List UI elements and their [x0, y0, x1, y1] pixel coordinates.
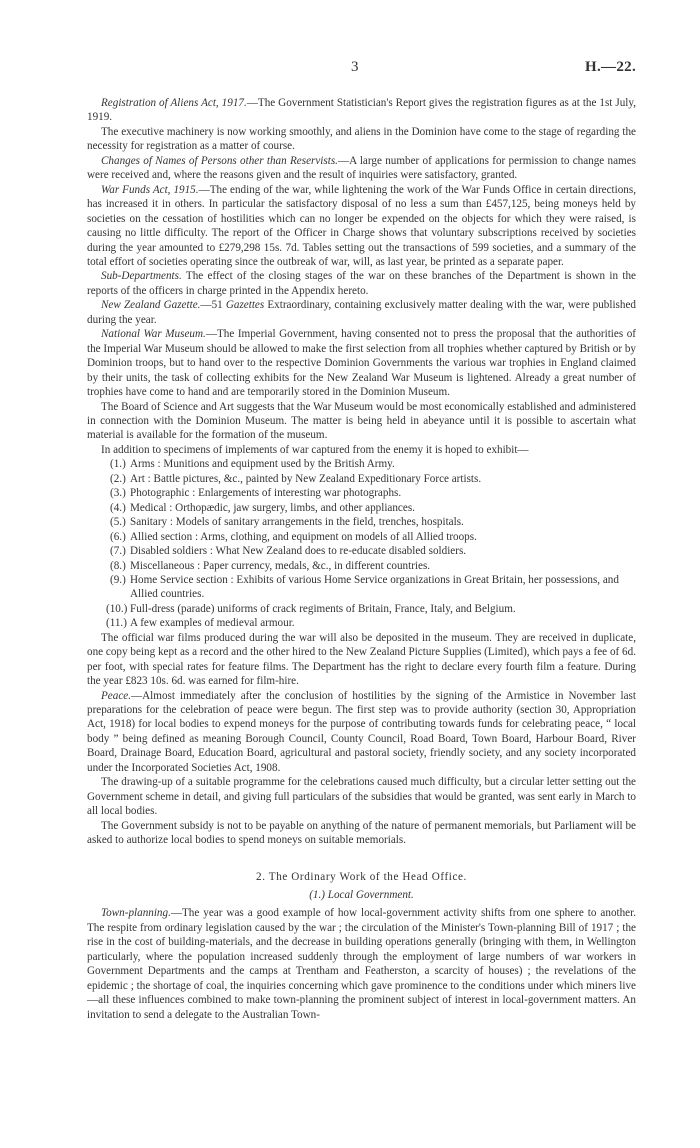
run-in-heading: National War Museum.	[101, 328, 206, 341]
list-number: (11.)	[106, 617, 127, 630]
paragraph-war-films	[87, 631, 636, 689]
list-item-text: Photographic : Enlargements of interesting war photographs.	[130, 487, 402, 500]
paragraph-board-of-science	[87, 400, 636, 443]
paragraph-text: —The year was a good example of how local-government activity shifts from one sphere to another. The respite from ordinary legislation caused by the war ; the circulation of the Minister's Town-planning Bill of 1917 ; the rise in the cost of building-materials, and the decrease in building operations generally (bringing with them, in Wellington particularly, where the population increased suddenly through the employment of large numbers of war workers in Government Departments and the camps at Trentham and Featherston, a scarcity of houses) ; the revelations of the epidemic ; the shortage of coal, the inquiries concerning which gave prominence to the conditions under which miners live—all these influences combined to make town-planning the prominent subject of interest in local-government matters. An invitation to send a delegate to the Australian Town-	[87, 907, 636, 1021]
list-item-text: Art : Battle pictures, &c., painted by New Zealand Expeditionary Force artists.	[130, 472, 482, 485]
paragraph-gazette	[87, 298, 636, 327]
document-body	[87, 96, 636, 1022]
paragraph-change-of-names	[87, 154, 636, 183]
list-item	[87, 616, 636, 630]
paragraph-war-funds	[87, 183, 636, 270]
list-item-text: Disabled soldiers : What New Zealand does to re-educate disabled soldiers.	[130, 545, 467, 558]
list-number: (10.)	[106, 602, 128, 615]
list-item-text: A few examples of medieval armour.	[130, 617, 295, 630]
paragraph-text: —The ending of the war, while lightening the work of the War Funds Office in certain directions, has increased it in others. In particular the satisfactory disposal of no less a sum than £457,125, being moneys held by societies on the cessation of hostilities which can no longer be expended on the objects for which they were raised, is causing no little difficulty. The report of the Officer in Charge shows that voluntary subscriptions received by societies during the year amounted to £279,298 15s. 7d. Tables setting out the transactions of 599 societies, and a summary of the total effort of societies operating since the outbreak of war, will, as last year, be printed as a separate paper.	[87, 183, 636, 268]
list-item	[87, 573, 636, 602]
paragraph-subsidy	[87, 819, 636, 848]
list-item-text: Sanitary : Models of sanitary arrangements in the field, trenches, hospitals.	[130, 516, 464, 529]
run-in-heading: Peace.	[101, 689, 131, 702]
exhibit-list	[87, 457, 636, 630]
list-item	[87, 501, 636, 515]
list-item	[87, 472, 636, 486]
paragraph-text: —The Imperial Government, having consented not to press the proposal that the authorities of the Imperial War Museum should be allowed to make the first selection from all trophies whether captured by British or by Dominion troops, but to hand over to the respective Dominion Governments the various war trophies in England claimed by their units, the task of collecting exhibits for the New Zealand War Museum is lightened. Already a great number of trophies have come to hand and are temporarily stored in the Dominion Museum.	[87, 328, 637, 399]
list-number: (1.)	[110, 458, 126, 471]
run-in-heading: War Funds Act, 1915.	[101, 183, 199, 196]
paragraph-text: The Board of Science and Art suggests that the War Museum would be most economically established and administered in connection with the Dominion Museum. The matter is being held in abeyance until it is possible to ascertain what material is available for the formation of the museum.	[87, 400, 636, 442]
list-item	[87, 530, 636, 544]
list-item	[87, 602, 636, 616]
list-item-text: Medical : Orthopædic, jaw surgery, limbs, and other appliances.	[130, 501, 415, 514]
paragraph-text: Extraordinary, containing exclusively matter dealing with the war, were published during the year.	[87, 299, 636, 326]
list-item-text: Allied section : Arms, clothing, and equipment on models of all Allied troops.	[130, 530, 477, 543]
paragraph-aliens-act	[87, 96, 636, 125]
run-in-heading: Sub-Departments.	[101, 270, 182, 283]
paragraph-text: The executive machinery is now working smoothly, and aliens in the Dominion have come to the stage of regarding the necessity for registration as a matter of course.	[87, 125, 636, 153]
paragraph-war-museum	[87, 327, 636, 399]
paragraph-text: —A large number of applications for permission to change names were received and, where the reasons given and the result of inquiries were satisfactory, granted.	[87, 154, 637, 182]
list-item	[87, 457, 636, 471]
subsection-heading: (1.) Local Government.	[309, 889, 414, 902]
run-in-heading: Town-planning.	[101, 907, 171, 920]
paragraph-text: The effect of the closing stages of the war on these branches of the Department is shown in the reports of the officers in charge printed in the Appendix hereto.	[87, 270, 636, 297]
paragraph-text: In addition to specimens of implements of war captured from the enemy it is hoped to exhibit—	[101, 443, 529, 456]
paragraph-town-planning	[87, 906, 636, 1022]
list-item	[87, 544, 636, 558]
paragraph-text: —Almost immediately after the conclusion of hostilities by the signing of the Armistice in November last preparations for the celebration of peace were begun. The first step was to provide authority (section 30, Appropriation Act, 1918) for local bodies to expend moneys for the purpose of contributing towards funds for celebrating peace, “ local body ” being defined as meaning Borough Council, County Council, Road Board, Town Board, Harbour Board, River Board, Drainage Board, Education Board, agricultural and pastoral society, friendly society, and any society incorporated under the Incorporated Societies Act, 1908.	[87, 689, 636, 774]
list-item-text: Home Service section : Exhibits of various Home Service organizations in Great Britain, her possessions, and Allied countries.	[130, 573, 619, 601]
list-number: (3.)	[110, 487, 126, 500]
list-number: (6.)	[110, 530, 126, 543]
list-number: (7.)	[110, 545, 126, 558]
paragraph-text: The Government subsidy is not to be payable on anything of the nature of permanent memorials, but Parliament will be asked to authorize local bodies to spend moneys on suitable memorials.	[87, 819, 636, 847]
paragraph-sub-departments	[87, 269, 636, 298]
list-item-text: Miscellaneous : Paper currency, medals, &c., in different countries.	[130, 559, 431, 572]
run-in-heading: Registration of Aliens Act, 1917.	[101, 97, 247, 109]
document-code: H.—22.	[585, 59, 636, 75]
list-item	[87, 559, 636, 573]
page-number: 3	[351, 59, 359, 75]
list-item	[87, 486, 636, 500]
paragraph-programme	[87, 775, 636, 818]
paragraph-text: The official war films produced during the war will also be deposited in the museum. They are received in duplicate, one copy being kept as a record and the other hired to the New Zealand Picture Supplies (Limited), which pays a fee of 6d. per foot, with special rates for feature films. The Department has the right to declare every fourth film a feature. During the year £823 10s. 6d. was earned for film-hire.	[87, 631, 636, 688]
paragraph-exhibit-intro	[87, 443, 636, 457]
run-in-heading: Changes of Names of Persons other than Reservists.	[101, 154, 338, 167]
list-item	[87, 515, 636, 529]
list-number: (8.)	[110, 559, 126, 572]
run-in-heading: New Zealand Gazette.	[101, 299, 201, 312]
list-item-text: Full-dress (parade) uniforms of crack regiments of Britain, France, Italy, and Belgium.	[130, 602, 516, 615]
list-number: (5.)	[110, 516, 126, 529]
list-number: (9.)	[110, 573, 126, 586]
list-number: (4.)	[110, 501, 126, 514]
page-header	[87, 60, 636, 96]
section-heading: 2. The Ordinary Work of the Head Office.	[256, 870, 467, 883]
paragraph-text: —The Government Statistician's Report gives the registration figures as at the 1st July, 1919.	[87, 97, 636, 124]
paragraph-text: The drawing-up of a suitable programme for the celebrations caused much difficulty, but a circular letter setting out the Government scheme in detail, and giving full particulars of the subsidies that would be granted, was sent early in March to all local bodies.	[87, 776, 636, 818]
list-number: (2.)	[110, 472, 126, 485]
paragraph-peace	[87, 689, 636, 776]
list-item-text: Arms : Munitions and equipment used by the British Army.	[130, 458, 395, 471]
paragraph-text: —51	[200, 299, 226, 312]
paragraph-aliens-machinery	[87, 125, 636, 154]
run-in-heading: Gazettes	[225, 299, 265, 312]
